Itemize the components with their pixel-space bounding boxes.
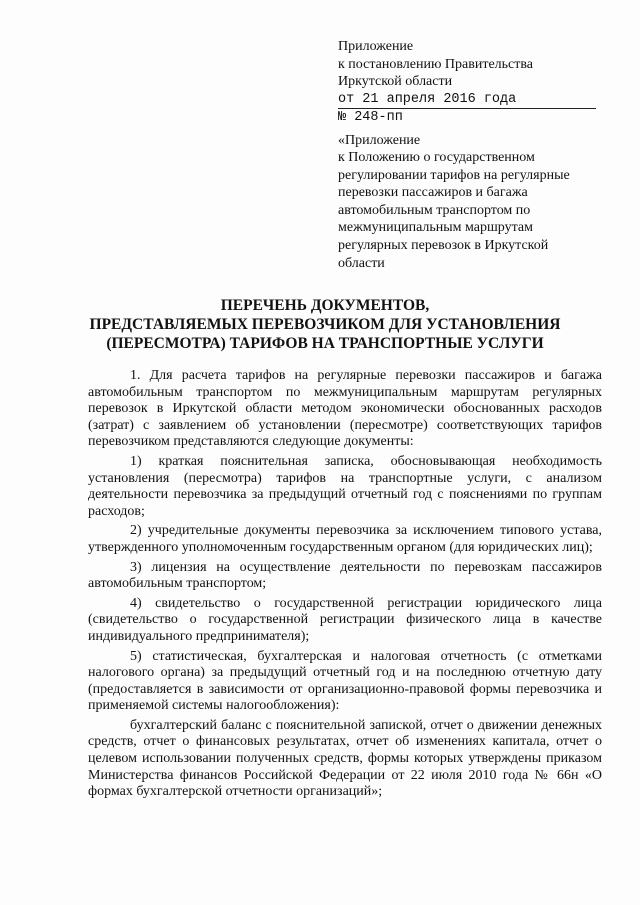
title-line: ПЕРЕЧЕНЬ ДОКУМЕНТОВ, bbox=[220, 297, 430, 314]
sub-header-line: регулировании тарифов на регулярные bbox=[338, 167, 570, 183]
list-item-1: 1) краткая пояснительная записка, обосновывающая необходимость установления (пересмотра) тарифов на транспортные услуги, с анализом деятельности перевозчика за предыдущий отчетный год с пояснениями по группам расходов; bbox=[88, 453, 602, 519]
list-item-2: 2) учредительные документы перевозчика за исключением типового устава, утвержденного уполномоченным государственным органом (для юридических лиц); bbox=[88, 523, 602, 555]
list-item-3: 3) лицензия на осуществление деятельности по перевозкам пассажиров автомобильным транспортом; bbox=[88, 559, 602, 592]
list-item-5: 5) статистическая, бухгалтерская и налоговая отчетность (с отметками налогового органа) за предыдущий отчетный год и на последнюю отчетную дату (предоставляется в зависимости от организационно-правовой формы перевозчика и применяемой системы налогообложения): bbox=[88, 648, 602, 714]
header-line: Приложение bbox=[338, 39, 414, 54]
sub-header-line: области bbox=[338, 255, 385, 271]
document-title bbox=[60, 296, 590, 353]
sub-header-line: межмуниципальным маршрутам bbox=[338, 220, 533, 236]
sub-header-line: к Положению о государственном bbox=[338, 150, 535, 166]
title-line: ПРЕДСТАВЛЯЕМЫХ ПЕРЕВОЗЧИКОМ ДЛЯ УСТАНОВЛЕНИЯ bbox=[89, 316, 561, 333]
sub-appendix-header bbox=[338, 132, 608, 273]
sub-header-line: перевозки пассажиров и багажа bbox=[338, 185, 528, 201]
resolution-date: от 21 апреля 2016 года bbox=[338, 91, 596, 109]
paragraph-1: 1. Для расчета тарифов на регулярные перевозки пассажиров и багажа автомобильным транспортом по межмуниципальным маршрутам регулярных перевозок в Иркутской области методом экономически обоснованных расходов (затрат) с заявлением об установлении (пересмотре) соответствующих тарифов перевозчиком представляются следующие документы: bbox=[88, 368, 602, 450]
sub-header-line: «Приложение bbox=[338, 132, 421, 148]
appendix-header bbox=[338, 38, 608, 272]
accounting-paragraph: бухгалтерский баланс с пояснительной запиской, отчет о движении денежных средств, отчет о финансовых результатах, отчет об изменениях капитала, отчет о целевом использовании полученных средств, формы которых утверждены приказом Министерства финансов Российской Федерации от 22 июля 2010 года № 66н «О формах бухгалтерской отчетности организаций»; bbox=[88, 717, 602, 800]
header-line: Иркутской области bbox=[338, 74, 453, 89]
title-line: (ПЕРЕСМОТРА) ТАРИФОВ НА ТРАНСПОРТНЫЕ УСЛУГИ bbox=[106, 335, 544, 352]
sub-header-line: автомобильным транспортом по bbox=[338, 202, 531, 218]
list-item-4: 4) свидетельство о государственной регистрации юридического лица (свидетельство о государственной регистрации физического лица в качестве индивидуального предпринимателя); bbox=[88, 595, 602, 644]
resolution-number: № 248-пп bbox=[338, 109, 403, 125]
document-body bbox=[88, 368, 602, 804]
sub-header-line: регулярных перевозок в Иркутской bbox=[338, 238, 549, 254]
header-line: к постановлению Правительства bbox=[338, 56, 534, 72]
